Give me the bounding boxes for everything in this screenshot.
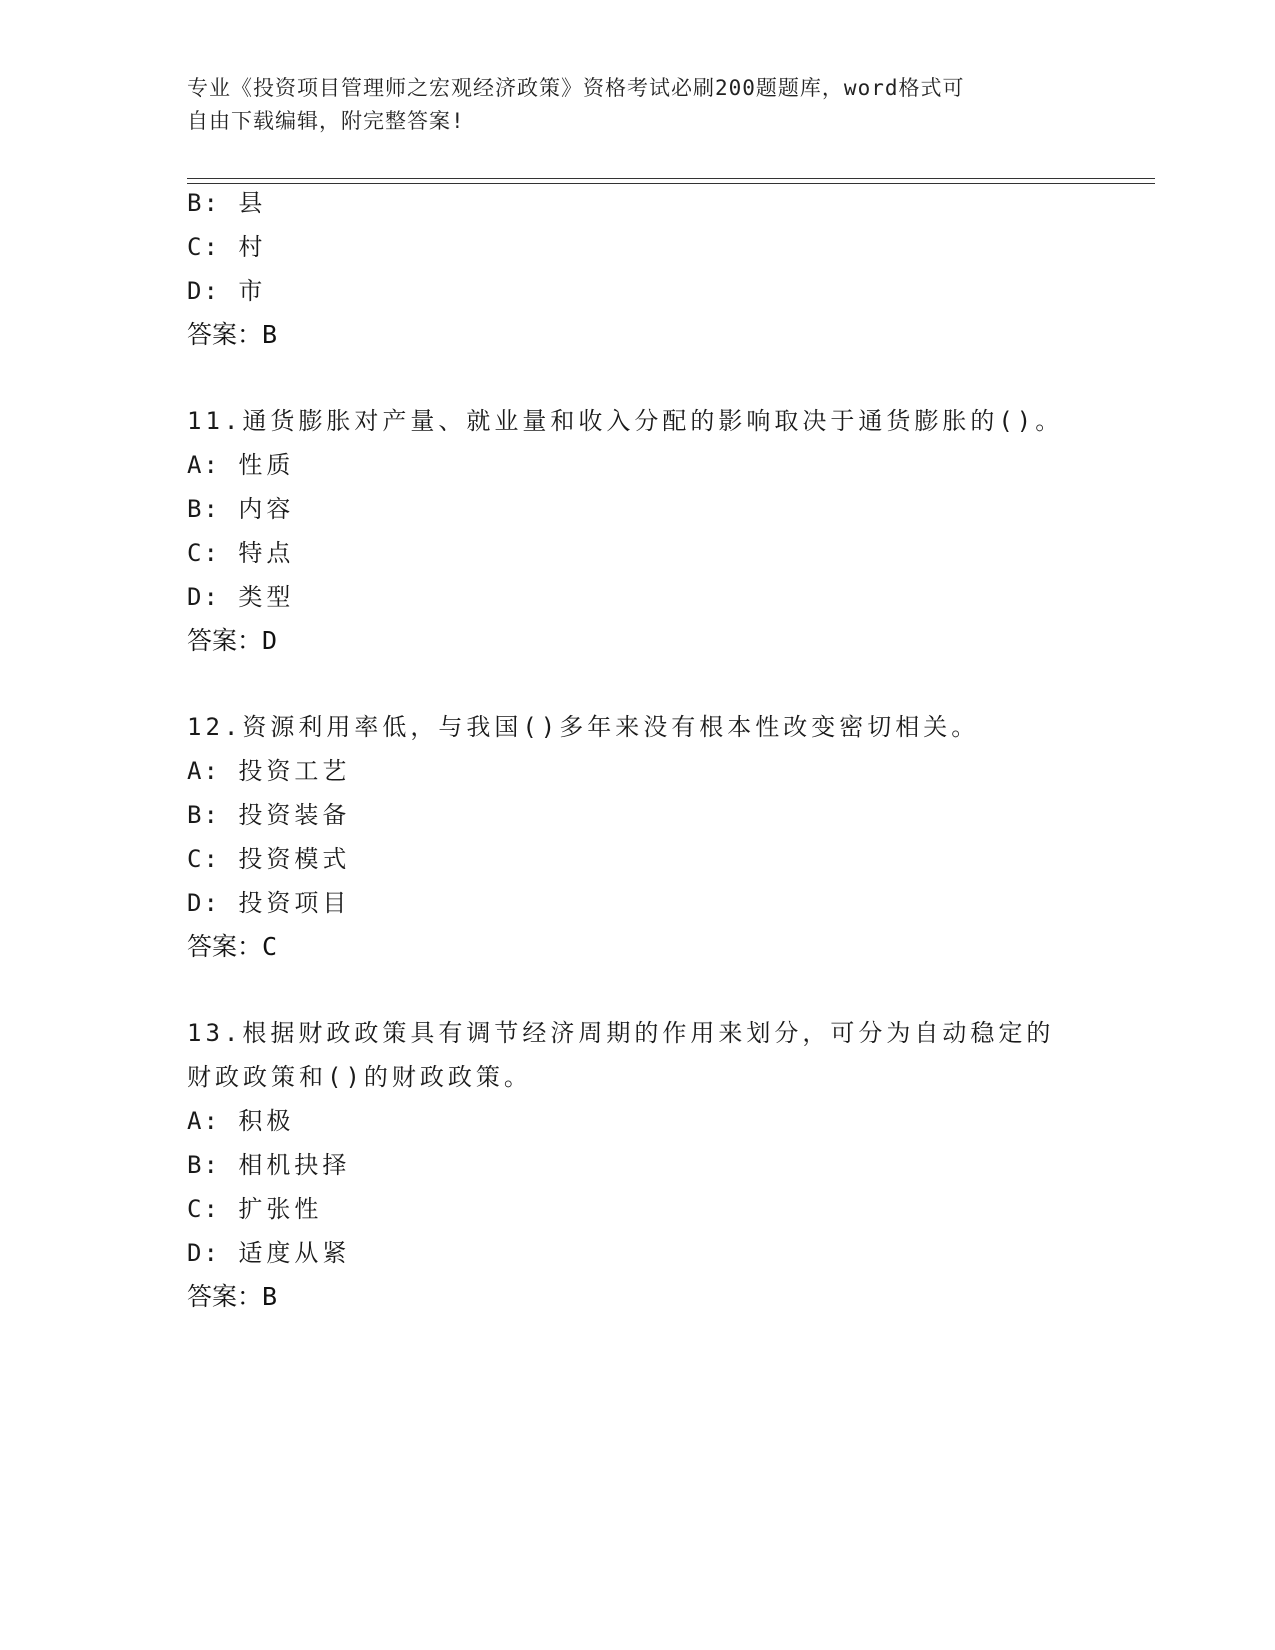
option-c: C: 村: [187, 233, 267, 261]
answer-line: 答案：B: [187, 1282, 278, 1311]
answer-line: 答案：D: [187, 626, 278, 655]
option-a: A: 性质: [187, 451, 295, 479]
question-stem-continued: 财政政策和()的财政政策。: [187, 1063, 532, 1091]
option-a: A: 投资工艺: [187, 757, 351, 785]
option-b: B: 内容: [187, 495, 295, 523]
option-d: D: 适度从紧: [187, 1239, 351, 1267]
header-line-2: 自由下载编辑，附完整答案!: [187, 109, 465, 133]
answer-line: 答案：B: [187, 320, 278, 349]
question-stem: 11.通货膨胀对产量、就业量和收入分配的影响取决于通货膨胀的()。: [187, 407, 1064, 435]
option-b: B: 相机抉择: [187, 1151, 351, 1179]
answer-line: 答案：C: [187, 932, 278, 961]
option-b: B: 县: [187, 189, 267, 217]
option-d: D: 市: [187, 277, 267, 305]
question-stem: 12.资源利用率低，与我国()多年来没有根本性改变密切相关。: [187, 713, 980, 741]
option-c: C: 扩张性: [187, 1195, 323, 1223]
option-a: A: 积极: [187, 1107, 295, 1135]
document-header: [187, 72, 1087, 138]
option-d: D: 类型: [187, 583, 295, 611]
header-divider: [187, 178, 1155, 184]
option-c: C: 投资模式: [187, 845, 351, 873]
header-line-1: 专业《投资项目管理师之宏观经济政策》资格考试必刷200题题库，word格式可: [187, 76, 965, 100]
option-d: D: 投资项目: [187, 889, 351, 917]
option-c: C: 特点: [187, 539, 295, 567]
question-stem: 13.根据财政政策具有调节经济周期的作用来划分，可分为自动稳定的: [187, 1019, 1055, 1047]
option-b: B: 投资装备: [187, 801, 351, 829]
